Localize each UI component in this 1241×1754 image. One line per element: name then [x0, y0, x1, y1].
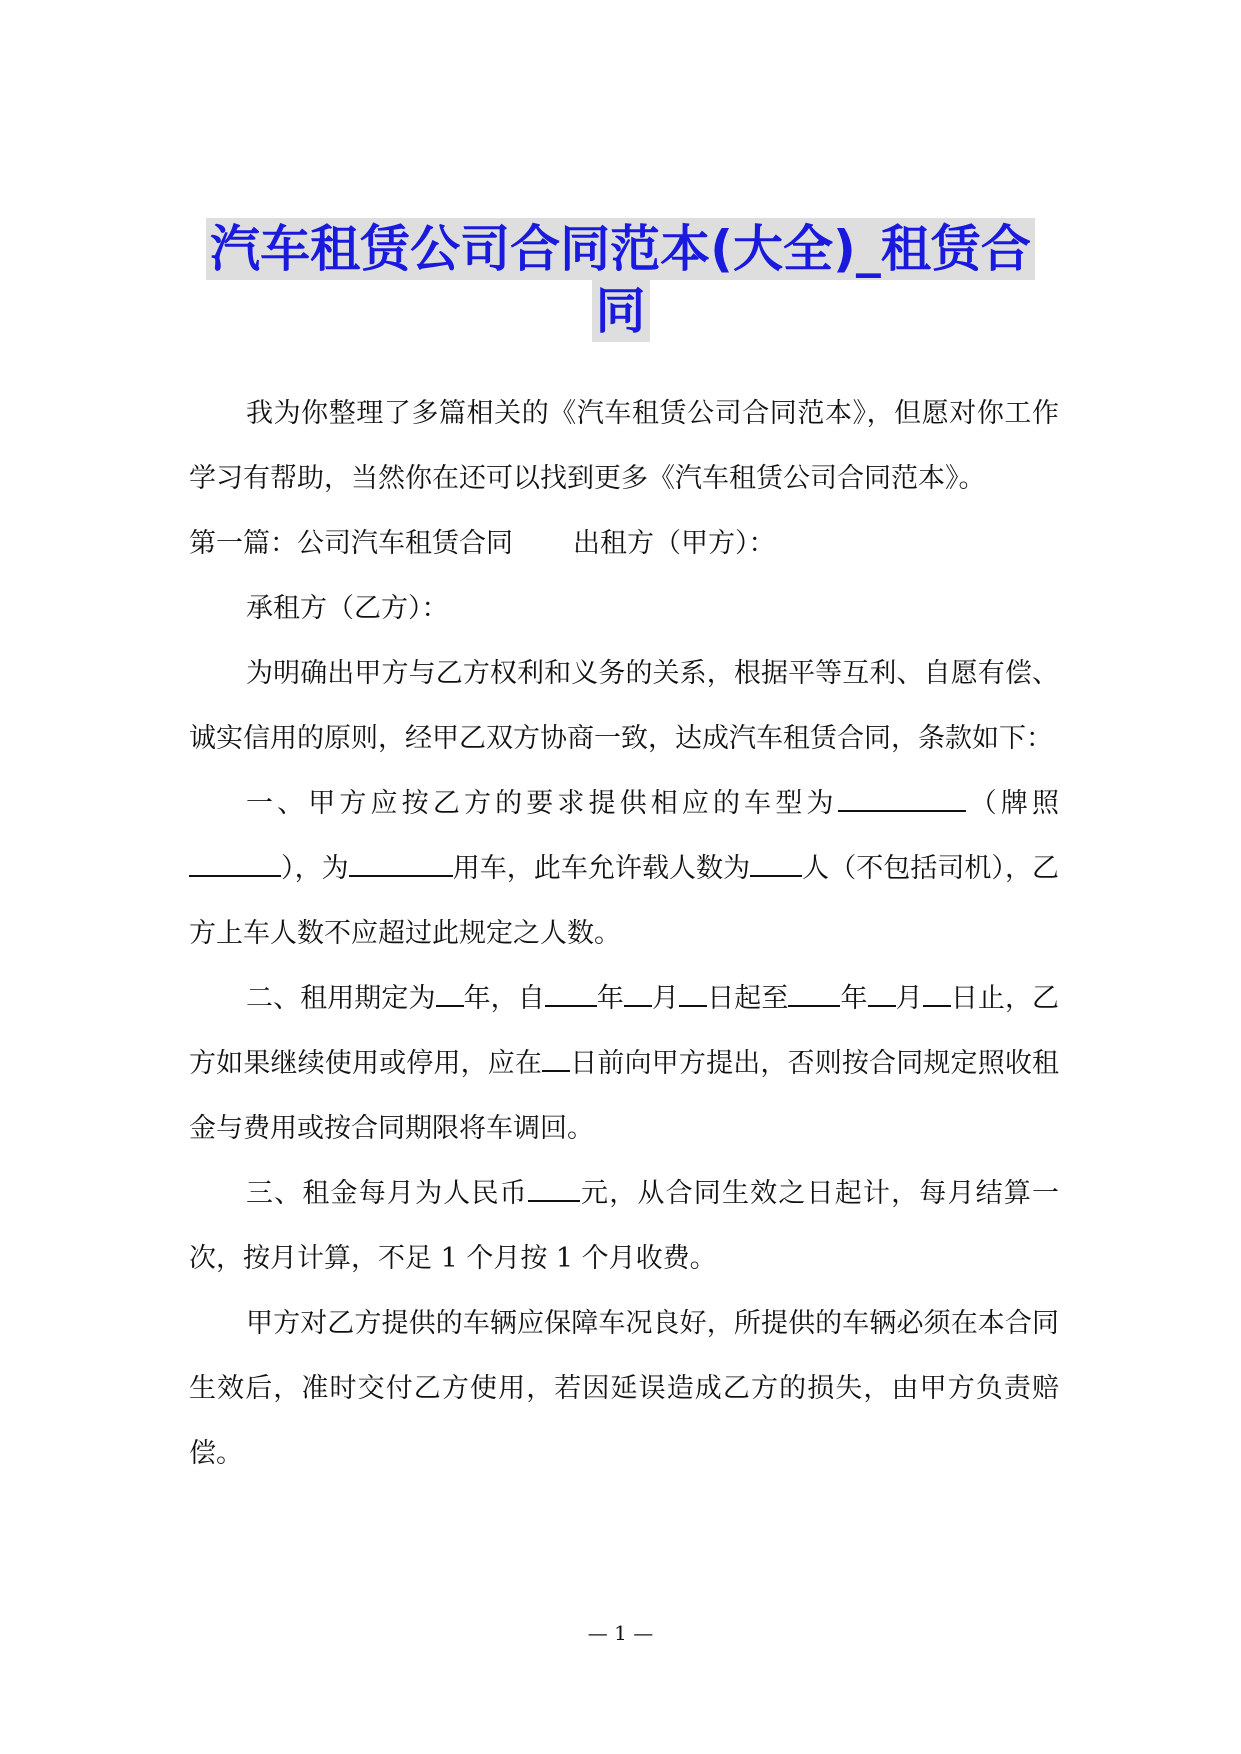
clause-2-text-1: 二、租用期定为 — [246, 983, 436, 1014]
clause-2-text-4: 月 — [651, 983, 680, 1014]
title-line-2: 同 — [592, 280, 650, 342]
end-year-blank[interactable] — [788, 983, 840, 1007]
title-line-1: 汽车租赁公司合同范本(大全)_租赁合 — [206, 218, 1035, 280]
clause-1-text-4: 用车，此车允许载人数为 — [452, 853, 751, 884]
clause-2-text-5: 日起至 — [707, 983, 789, 1014]
notice-day-blank[interactable] — [542, 1048, 570, 1072]
end-month-blank[interactable] — [868, 983, 896, 1007]
monthly-rent-blank[interactable] — [528, 1178, 580, 1202]
lessor-label: 出租方（甲方）： — [573, 528, 776, 559]
clause-2-text-8: 日止，乙方如果继续使用或停用，应在 — [189, 983, 1060, 1079]
clause-3-text-2: 元，从合同生效之日起计，每月结算一次，按月计算，不足 1 个月按 1 个月收费。 — [189, 1178, 1060, 1274]
clause-2-paragraph — [189, 966, 1059, 1161]
clause-2-text-2: 年，自 — [463, 983, 545, 1014]
clause-3-text-1: 三、租金每月为人民币 — [246, 1178, 528, 1209]
end-day-blank[interactable] — [923, 983, 951, 1007]
clause-3-paragraph — [189, 1161, 1059, 1291]
preamble-paragraph: 为明确出甲方与乙方权利和义务的关系，根据平等互利、自愿有偿、诚实信用的原则，经甲乙双方协商一致，达成汽车租赁合同，条款如下： — [189, 658, 1059, 754]
term-years-blank[interactable] — [436, 983, 464, 1007]
clause-1-paragraph — [189, 771, 1059, 966]
document-body — [189, 381, 1059, 1486]
start-year-blank[interactable] — [545, 983, 597, 1007]
document-title — [0, 218, 1241, 342]
clause-2-text-3: 年 — [596, 983, 624, 1014]
start-day-blank[interactable] — [679, 983, 707, 1007]
delivery-paragraph: 甲方对乙方提供的车辆应保障车况良好，所提供的车辆必须在本合同生效后，准时交付乙方使用，若因延误造成乙方的损失，由甲方负责赔偿。 — [189, 1308, 1059, 1469]
lessee-label: 承租方（乙方）： — [246, 593, 449, 624]
intro-paragraph: 我为你整理了多篇相关的《汽车租赁公司合同范本》，但愿对你工作学习有帮助，当然你在还可以找到更多《汽车租赁公司合同范本》。 — [189, 398, 1059, 494]
clause-1-text-5: 人（不包括司机），乙方上车人数不应超过此规定之人数。 — [189, 853, 1060, 949]
clause-1-text-1: 一、甲方应按乙方的要求提供相应的车型为 — [246, 788, 838, 819]
page-number: — 1 — — [587, 1621, 654, 1645]
chapter-heading: 第一篇：公司汽车租赁合同 — [189, 528, 513, 559]
license-plate-blank[interactable] — [189, 853, 281, 877]
clause-1-text-2: （牌照 — [965, 788, 1060, 819]
clause-2-text-6: 年 — [840, 983, 868, 1014]
clause-2-text-9: 日前向甲方提出，否则按合同规定照收租金与费用或按合同期限将车调回。 — [189, 1048, 1060, 1144]
chapter-heading-line — [189, 511, 1059, 576]
clause-1-text-3: ），为 — [281, 853, 349, 884]
passenger-count-blank[interactable] — [750, 853, 802, 877]
clause-2-text-7: 月 — [895, 983, 923, 1014]
usage-purpose-blank[interactable] — [349, 853, 453, 877]
vehicle-model-blank[interactable] — [838, 788, 966, 812]
start-month-blank[interactable] — [624, 983, 652, 1007]
